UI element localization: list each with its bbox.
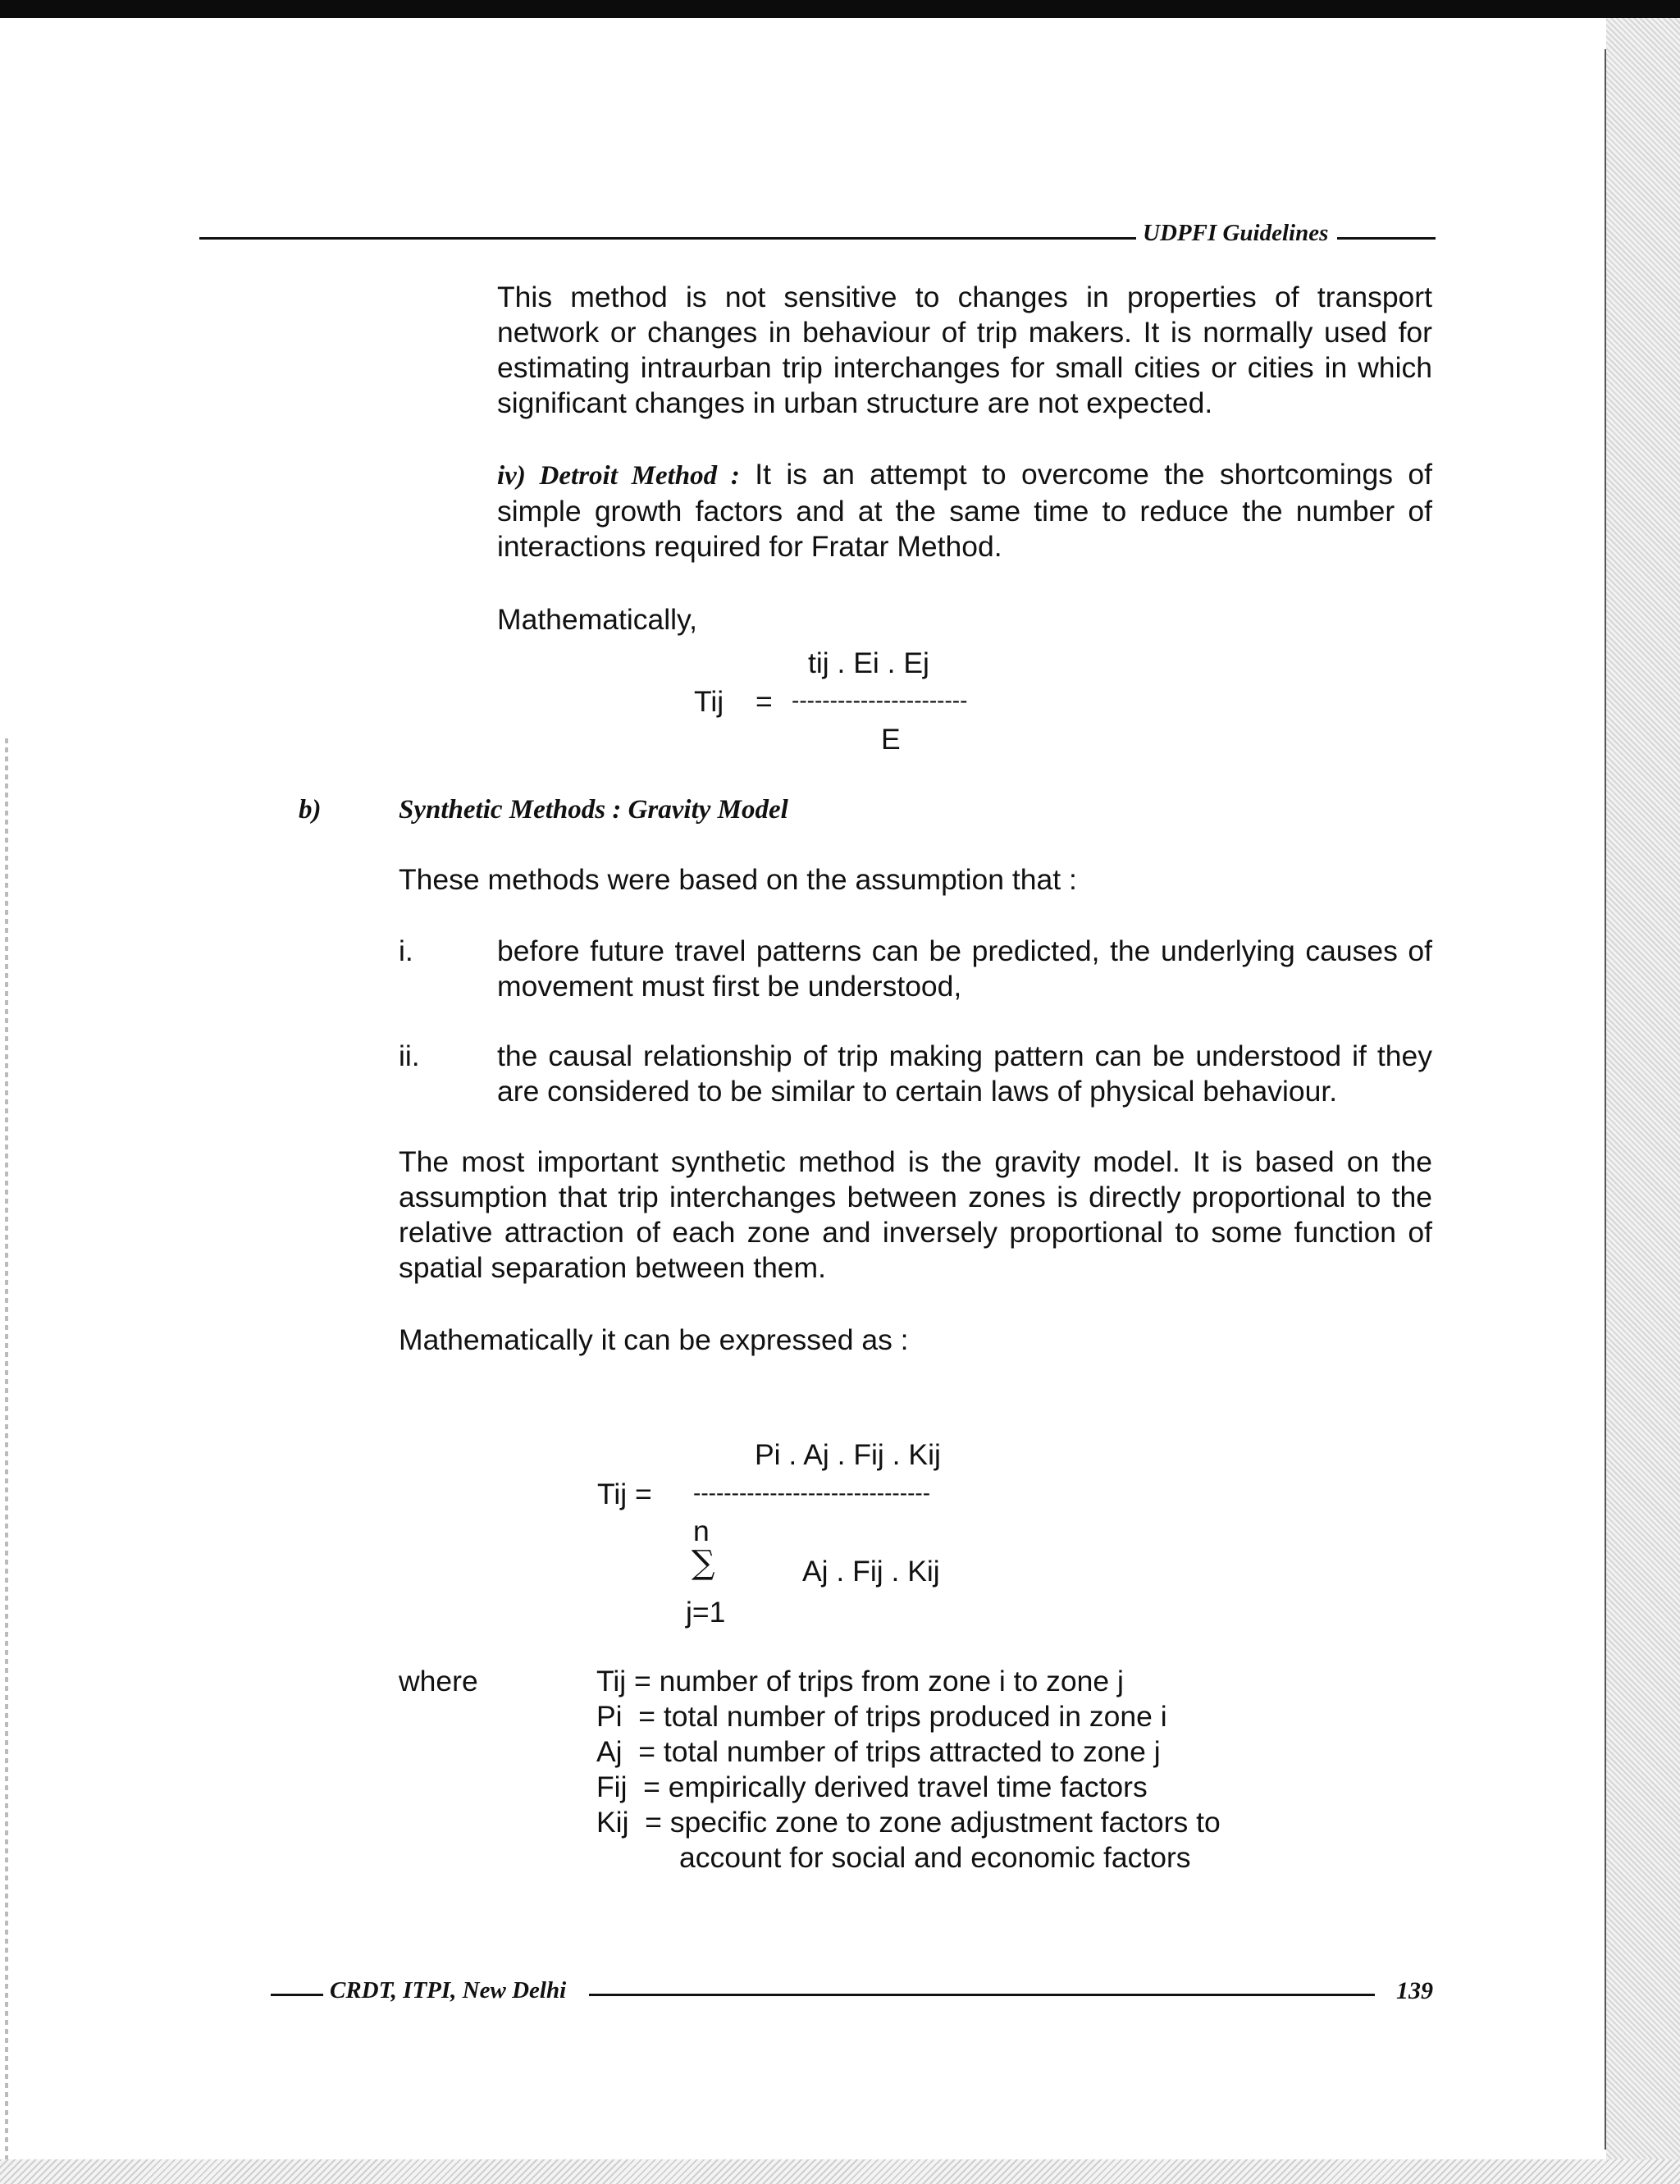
running-footer: CRDT, ITPI, New Delhi xyxy=(330,1977,567,2004)
summation-symbol: ∑ xyxy=(692,1544,715,1582)
scan-margin-left xyxy=(5,738,8,2182)
section-intro: These methods were based on the assumption that : xyxy=(399,863,1077,896)
definition-item: Fij = empirically derived travel time factors xyxy=(596,1771,1148,1803)
fraction-bar: ------------------------------- xyxy=(693,1480,931,1505)
page-number: 139 xyxy=(1396,1977,1433,2004)
text-line: This method is not sensitive to changes in properties of transport xyxy=(497,281,1432,313)
footer-rule-right xyxy=(589,1994,1375,1996)
header-rule-left xyxy=(199,237,1136,240)
text-line: The most important synthetic method is the gravity model. It is based on the xyxy=(399,1145,1432,1178)
text-line: simple growth factors and at the same time to reduce the number of xyxy=(497,495,1432,528)
fraction-bar: ----------------------- xyxy=(792,688,968,713)
paragraph-detroit-method xyxy=(497,457,1432,564)
scan-border-top xyxy=(0,0,1680,18)
text-line: spatial separation between them. xyxy=(399,1251,826,1284)
text-line xyxy=(497,457,1432,494)
list-item xyxy=(497,1039,1432,1109)
list-marker: i. xyxy=(399,934,413,967)
formula-lhs: Tij xyxy=(694,685,724,718)
text-line: movement must first be understood, xyxy=(497,970,962,1003)
formula-equals: = xyxy=(756,685,773,718)
header-rule-right xyxy=(1337,237,1436,240)
definition-item: Pi = total number of trips produced in zone i xyxy=(596,1700,1167,1733)
section-label: b) xyxy=(299,795,322,825)
list-marker: ii. xyxy=(399,1039,420,1072)
formula-denominator: E xyxy=(881,723,901,756)
text-line: are considered to be similar to certain laws of physical behaviour. xyxy=(497,1075,1338,1108)
math-intro: Mathematically it can be expressed as : xyxy=(399,1323,909,1356)
text-line: network or changes in behaviour of trip makers. It is normally used for xyxy=(497,316,1432,349)
definition-item: Tij = number of trips from zone i to zone j xyxy=(596,1665,1124,1697)
paragraph-method-note xyxy=(497,280,1432,421)
scan-margin-right xyxy=(1606,18,1680,2184)
formula-lhs: Tij = xyxy=(597,1478,652,1510)
detroit-heading: iv) Detroit Method : xyxy=(497,461,740,491)
text-line: estimating intraurban trip interchanges for small cities or cities in which xyxy=(497,351,1432,384)
list-item xyxy=(497,934,1432,1004)
text-line: relative attraction of each zone and inversely proportional to some function of xyxy=(399,1216,1432,1249)
text-line: assumption that trip interchanges between zones is directly proportional to the xyxy=(399,1181,1432,1213)
sum-lower-limit: j=1 xyxy=(686,1596,726,1629)
text-line: before future travel patterns can be predicted, the underlying causes of xyxy=(497,934,1432,967)
scan-border-bottom xyxy=(0,2159,1680,2184)
formula-numerator: Pi . Aj . Fij . Kij xyxy=(755,1438,941,1471)
math-intro: Mathematically, xyxy=(497,603,697,636)
text-line: the causal relationship of trip making pattern can be understood if they xyxy=(497,1039,1432,1072)
sum-upper-limit: n xyxy=(693,1515,710,1547)
where-label: where xyxy=(399,1665,478,1697)
detroit-line-rest: It is an attempt to overcome the shortcomings of xyxy=(755,458,1432,491)
sum-term: Aj . Fij . Kij xyxy=(802,1555,940,1588)
paragraph-gravity-model xyxy=(399,1145,1432,1286)
running-header: UDPFI Guidelines xyxy=(1143,220,1329,246)
section-title: Synthetic Methods : Gravity Model xyxy=(399,795,788,825)
footer-rule-left xyxy=(271,1994,323,1996)
definition-item: Kij = specific zone to zone adjustment factors to xyxy=(596,1806,1221,1839)
formula-numerator: tij . Ei . Ej xyxy=(808,647,929,679)
definition-continuation: account for social and economic factors xyxy=(679,1841,1191,1874)
page-edge xyxy=(1605,49,1606,2150)
definition-item: Aj = total number of trips attracted to zone j xyxy=(596,1735,1161,1768)
text-line: significant changes in urban structure are not expected. xyxy=(497,386,1213,419)
text-line: interactions required for Fratar Method. xyxy=(497,530,1002,563)
